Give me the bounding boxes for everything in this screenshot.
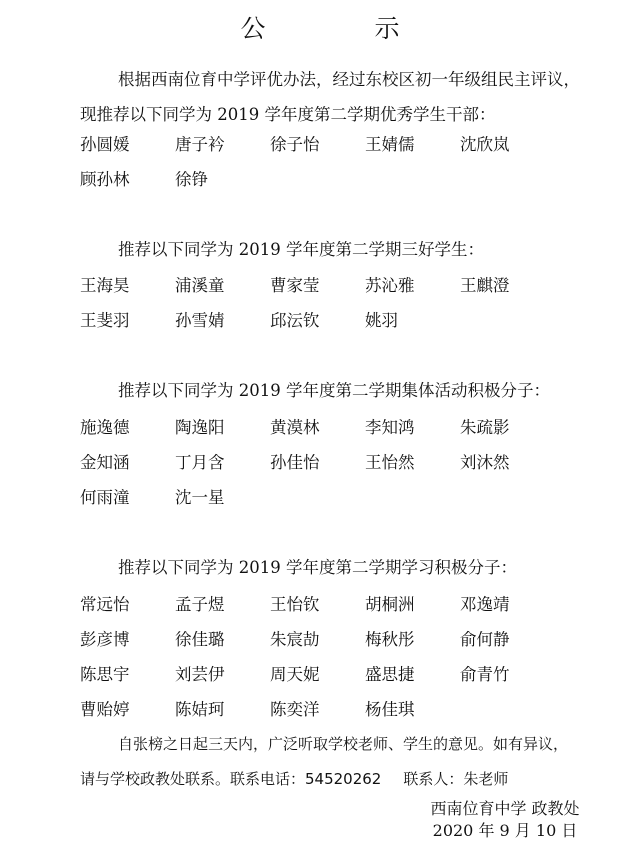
section-1-text-content: 根据西南位育中学评优办法，经过东校区初一年级组民主评议，现推荐以下同学为 2019 学年度第二学期优秀学生干部： — [80, 70, 580, 124]
student-name: 王海昊 — [80, 276, 130, 295]
student-name: 金知涵 — [80, 453, 130, 472]
student-name: 盛思捷 — [365, 665, 415, 684]
student-name: 顾孙林 — [80, 170, 130, 189]
student-name: 邱沄钦 — [270, 311, 320, 330]
name-row — [80, 268, 600, 303]
student-name: 曹贻婷 — [80, 700, 130, 719]
student-name: 黄漠林 — [270, 418, 320, 437]
student-name: 陈姞珂 — [175, 700, 225, 719]
section-2-names — [80, 268, 600, 338]
student-name: 王怡钦 — [270, 595, 320, 614]
student-name: 胡桐洲 — [365, 595, 415, 614]
student-name: 陈奕洋 — [270, 700, 320, 719]
student-name: 丁月含 — [175, 453, 225, 472]
student-name: 徐子怡 — [270, 135, 320, 154]
name-row — [80, 692, 600, 727]
section-3-text — [80, 373, 585, 408]
student-name: 陈思宇 — [80, 665, 130, 684]
student-name: 浦溪童 — [175, 276, 225, 295]
name-row — [80, 657, 600, 692]
student-name: 孙雪婧 — [175, 311, 225, 330]
student-name: 李知鸿 — [365, 418, 415, 437]
student-name: 周天妮 — [270, 665, 320, 684]
student-name: 俞何静 — [460, 630, 510, 649]
student-name: 王婧儒 — [365, 135, 415, 154]
student-name: 王斐羽 — [80, 311, 130, 330]
student-name: 孙佳怡 — [270, 453, 320, 472]
student-name: 唐子衿 — [175, 135, 225, 154]
student-name: 俞青竹 — [460, 665, 510, 684]
signature-org: 西南位育中学 政教处 — [430, 799, 580, 818]
student-name: 朱疏影 — [460, 418, 510, 437]
student-name: 梅秋彤 — [365, 630, 415, 649]
notice-line-2 — [80, 762, 585, 797]
name-row — [80, 622, 600, 657]
name-row — [80, 127, 600, 162]
section-2-text-content: 推荐以下同学为 2019 学年度第二学期三好学生： — [118, 240, 484, 259]
notice-line-1 — [80, 727, 585, 762]
student-name: 施逸德 — [80, 418, 130, 437]
student-name: 沈欣岚 — [460, 135, 510, 154]
notice-line-2-text: 请与学校政教处联系。联系电话：54520262 — [80, 770, 382, 788]
section-1-names — [80, 127, 600, 197]
student-name: 孟子煜 — [175, 595, 225, 614]
student-name: 朱宸劼 — [270, 630, 320, 649]
student-name: 徐铮 — [175, 170, 208, 189]
name-row — [80, 303, 600, 338]
student-name: 陶逸阳 — [175, 418, 225, 437]
name-row — [80, 162, 600, 197]
section-3-names — [80, 410, 600, 515]
student-name: 刘芸伊 — [175, 665, 225, 684]
section-4-names — [80, 587, 600, 727]
name-row — [80, 587, 600, 622]
student-name: 姚羽 — [365, 311, 398, 330]
student-name: 杨佳琪 — [365, 700, 415, 719]
student-name: 何雨潼 — [80, 488, 130, 507]
signature-date: 2020 年 9 月 10 日 — [432, 821, 578, 840]
student-name: 徐佳璐 — [175, 630, 225, 649]
signature-block — [400, 798, 610, 842]
student-name: 孙圆媛 — [80, 135, 130, 154]
student-name: 王怡然 — [365, 453, 415, 472]
notice-paragraph — [80, 727, 585, 797]
student-name: 彭彦博 — [80, 630, 130, 649]
section-2-text — [80, 232, 585, 267]
document-title: 公 示 — [240, 14, 442, 43]
section-1-text — [80, 62, 585, 132]
name-row — [80, 410, 600, 445]
student-name: 常远怡 — [80, 595, 130, 614]
section-4-text-content: 推荐以下同学为 2019 学年度第二学期学习积极分子： — [118, 558, 517, 577]
notice-line-1-text: 自张榜之日起三天内，广泛听取学校老师、学生的意见。如有异议， — [118, 735, 569, 753]
name-row — [80, 480, 600, 515]
section-3-text-content: 推荐以下同学为 2019 学年度第二学期集体活动积极分子： — [118, 381, 550, 400]
student-name: 沈一星 — [175, 488, 225, 507]
student-name: 邓逸靖 — [460, 595, 510, 614]
student-name: 刘沐然 — [460, 453, 510, 472]
section-4-text — [80, 550, 585, 585]
name-row — [80, 445, 600, 480]
student-name: 王麒澄 — [460, 276, 510, 295]
contact-person: 联系人：朱老师 — [403, 770, 509, 788]
student-name: 曹家莹 — [270, 276, 320, 295]
student-name: 苏沁雅 — [365, 276, 415, 295]
